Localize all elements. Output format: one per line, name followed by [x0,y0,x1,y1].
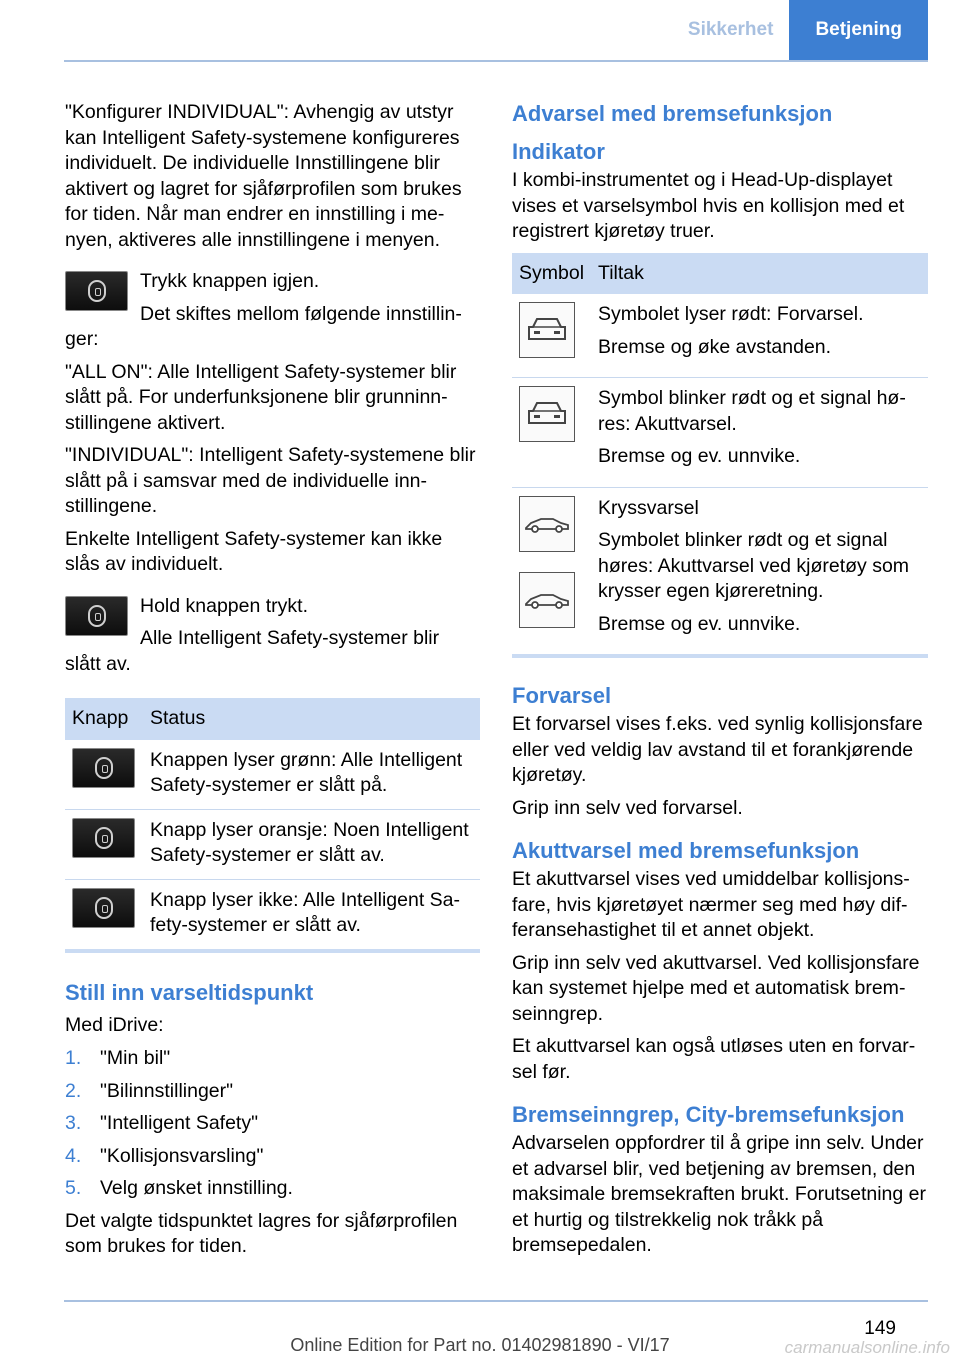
hold-button-text: Hold knappen trykt. [140,594,309,617]
status-cell: Knappen lyser grønn: Alle Intelligent Safety-systemer er slått på. [143,740,480,810]
intelligent-safety-button-icon [65,596,128,636]
left-column [65,100,480,1267]
indicator-text: I kombi-instrumentet og i Head-Up-displayet vises et varselsymbol hvis en kollisjon med et registrert kjøretøy truer. [512,169,905,242]
action-line: Kryssvarsel [598,496,699,519]
list-item: 1. "Min bil" [65,1047,171,1069]
subsection-title-forvarsel: Forvarsel [512,683,612,708]
header-tab-sikkerhet[interactable]: Sikkerhet [672,0,790,60]
table-header-knapp: Knapp [65,698,143,740]
page-number: 149 [864,1318,896,1339]
list-item: 3. "Intelligent Safety" [65,1112,259,1134]
car-front-warning-icon [519,386,575,442]
subsection-title-bremseinngrep: Bremseinngrep, City-bremsefunksjon [512,1102,905,1127]
brems-text: Advarselen oppfordrer til å gripe inn selv. Under et advarsel blir, ved betjening av bremsen, den maksimale bremsekraften brukt. Forutsetning er et hurtig og tilstrekkelig nok tråkk på bremsepedalen. [512,1132,926,1256]
some-cannot-text: Enkelte Intelligent Safety-systemer kan ikke slås av individuelt. [65,527,443,575]
action-line: Symbolet blinker rødt og et signal høres: Akuttvarsel ved kjøretøy som krysser egen kjøreretning. [598,529,910,602]
akutt-text: Et akuttvarsel vises ved umiddelbar kollisjonsfare, hvis kjøretøyet nærmer seg med høy differansehastighet til et annet objekt. [512,868,910,941]
via-idrive-text: Med iDrive: [65,1013,164,1036]
section-title-warning-time: Still inn varseltidspunkt [65,979,314,1005]
akutt-action: Grip inn selv ved akuttvarsel. Ved kollisjonsfare kan systemet hjelpe med et automatisk bremseinngrep. [512,951,920,1025]
list-item: 4. "Kollisjonsvarsling" [65,1144,264,1167]
table-row [512,294,928,378]
table-row [65,740,480,810]
car-side-warning-icon [519,572,575,628]
table-header-symbol: Symbol [512,253,591,295]
list-item: 2. "Bilinnstillinger" [65,1079,234,1102]
intro-paragraph: "Konfigurer INDIVIDUAL": Avhengig av utstyr kan Intelligent Safety-systemene konfigureres individuelt. De individuelle Innstillingene blir aktivert og lagret for sjåførprofilen som brukes for tiden. Når man endrer en innstilling i menyen, aktiveres alle innstillingene i menyen. [65,101,462,251]
status-cell: Knapp lyser ikke: Alle Intelligent Safety-systemer er slått av. [150,888,461,936]
table-row [65,809,480,879]
switch-text: Det skiftes mellom følgende innstillinger: [65,302,462,350]
page-header [672,0,928,62]
individual-text: "INDIVIDUAL": Intelligent Safety-systemene blir slått på i samsvar med de individuelle innstillingene. [65,444,476,517]
header-tab-betjening[interactable]: Betjening [789,0,928,60]
button-orange-icon [72,818,135,858]
table-row [512,378,928,488]
section-title-brake-warning: Advarsel med bremsefunksjon [512,101,833,126]
right-column [512,100,928,1266]
outro-text: Det valgte tidspunktet lagres for sjåførprofilen som brukes for tiden. [65,1209,458,1257]
car-front-warning-icon [519,302,575,358]
action-line: Symbol blinker rødt og et signal høres: Akuttvarsel. [598,387,906,435]
action-line: Symbolet lyser rødt: Forvarsel. [598,303,864,325]
step-list [65,1046,480,1202]
table-bottom-rule [512,654,928,658]
symbol-action-table [512,253,928,655]
table-bottom-rule [65,949,480,953]
watermark: carmanualsonline.info [784,1338,950,1357]
action-line: Bremse og ev. unnvike. [598,445,801,467]
press-again-text: Trykk knappen igjen. [140,270,320,292]
intelligent-safety-button-icon [65,271,128,311]
button-off-icon [72,888,135,928]
press-again-block [65,269,480,360]
forvarsel-text: Et forvarsel vises f.eks. ved synlig kollisjonsfare eller ved veldig lav avstand til et forankjørende kjøretøy. [512,713,923,786]
button-status-table [65,698,480,949]
table-row [512,487,928,654]
table-header-tiltak: Tiltak [591,253,928,295]
action-line: Bremse og øke avstanden. [598,335,832,358]
table-header-status: Status [143,698,480,740]
all-off-text: Alle Intelligent Safety-systemer blir slått av. [65,627,440,675]
list-item: 5. Velg ønsket innstilling. [65,1177,293,1199]
akutt-note: Et akuttvarsel kan også utløses uten en forvarsel før. [512,1035,916,1083]
all-on-text: "ALL ON": Alle Intelligent Safety-systemer blir slått på. For underfunksjonene blir grunninnstillingene aktivert. [65,360,457,434]
button-green-icon [72,748,135,788]
subsection-title-akuttvarsel: Akuttvarsel med bremsefunksjon [512,838,860,863]
header-divider [64,60,928,62]
table-row [65,879,480,949]
edition-footer: Online Edition for Part no. 01402981890 - VI/17 [290,1335,670,1355]
forvarsel-action: Grip inn selv ved forvarsel. [512,796,743,819]
status-cell: Knapp lyser oransje: Noen Intelligent Safety-systemer er slått av. [143,809,480,879]
subsection-title-indicator: Indikator [512,139,605,164]
footer-divider [64,1300,928,1302]
hold-button-block [65,594,480,685]
car-side-warning-icon [519,496,575,552]
action-line: Bremse og ev. unnvike. [598,612,801,635]
